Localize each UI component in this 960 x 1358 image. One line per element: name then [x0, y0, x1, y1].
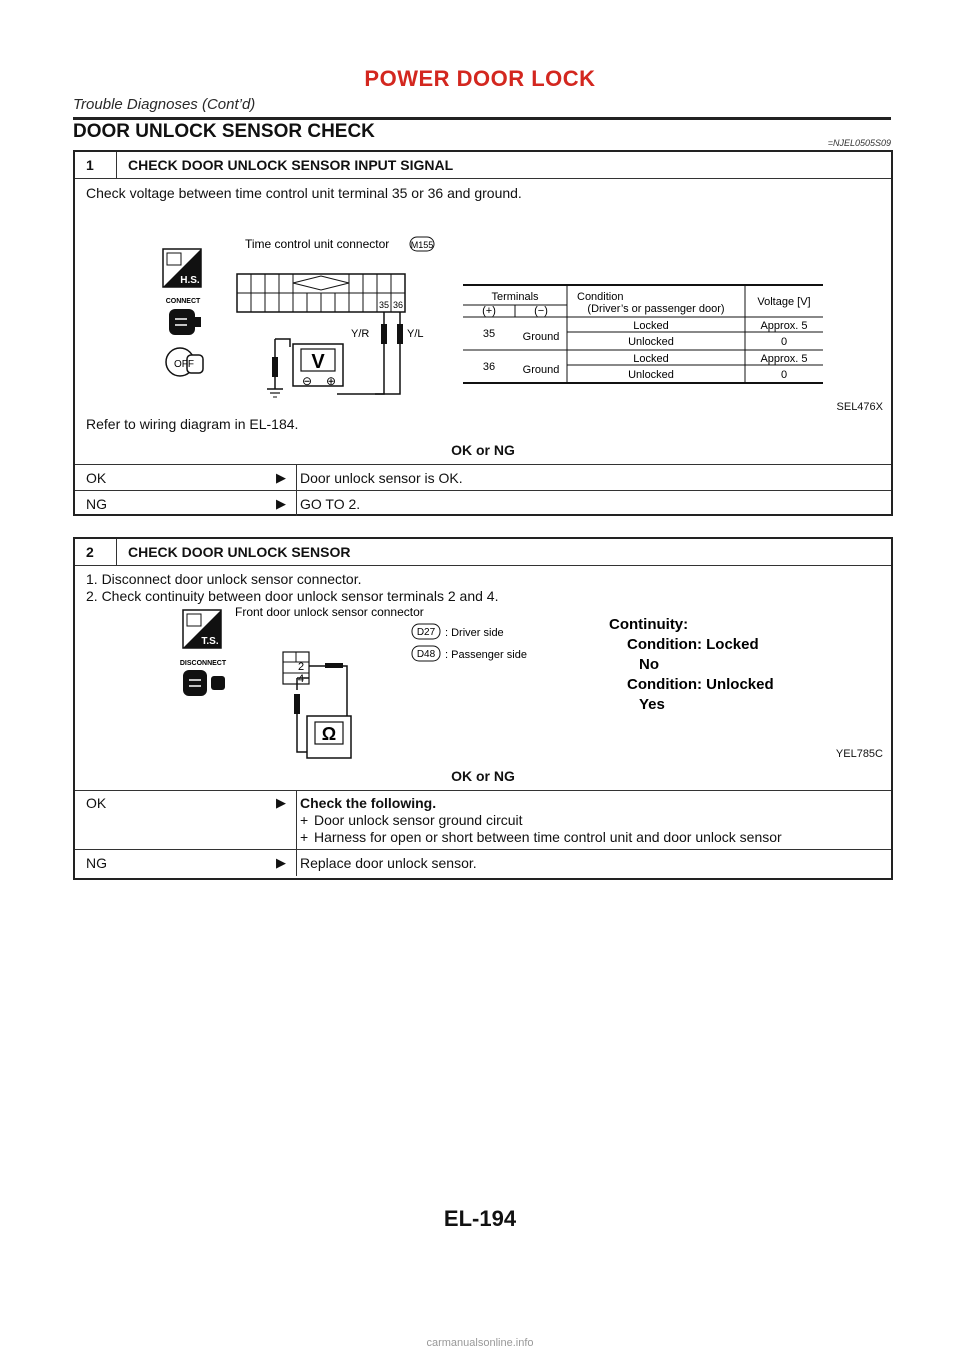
step2-line2: 2. Check continuity between door unlock sensor terminals 2 and 4.: [86, 588, 499, 604]
step2-body: [75, 565, 891, 765]
step2-ng-label: NG: [86, 855, 107, 871]
step2-line1: 1. Disconnect door unlock sensor connector.: [86, 571, 362, 587]
row2-cond-unlocked: Unlocked: [628, 369, 674, 381]
row2-volt-locked: Approx. 5: [760, 353, 808, 365]
step2-ng-arrow-icon: ▶: [276, 855, 286, 870]
row1-cond-unlocked: Unlocked: [628, 336, 674, 348]
disconnect-icon: [180, 660, 227, 696]
step1-title: CHECK DOOR UNLOCK SENSOR INPUT SIGNAL: [128, 157, 454, 173]
step1-ok-arrow-icon: ▶: [276, 469, 286, 485]
step2-ok-arrow-icon: ▶: [276, 795, 286, 810]
step2-number: 2: [75, 539, 117, 565]
step2-okng-title: OK or NG: [451, 768, 515, 784]
value-unlocked: Yes: [639, 696, 665, 713]
passenger-connector-badge: [412, 646, 440, 661]
step2-header: [75, 539, 891, 565]
step1-ok-row: [75, 464, 891, 490]
step1-header: [75, 152, 891, 178]
step1-body: [75, 178, 891, 439]
row1-minus: Ground: [522, 331, 560, 343]
page-subtitle: Trouble Diagnoses (Cont’d): [73, 96, 256, 113]
step2-okng-band: [75, 765, 891, 790]
row1-volt-unlocked: 0: [780, 336, 788, 348]
hs-icon: [163, 249, 201, 287]
disconnect-icon-label: DISCONNECT: [179, 660, 227, 667]
table-header-condition: Condition: [577, 291, 624, 303]
step2-ok-label: OK: [86, 795, 107, 811]
voltmeter: [293, 344, 343, 388]
step1-ok-result: Door unlock sensor is OK.: [300, 469, 463, 486]
tcu-connector-id: M155: [410, 240, 434, 250]
sensor-connector: [283, 652, 309, 685]
header-rule: [73, 117, 891, 120]
voltmeter-neg: ⊖: [301, 374, 313, 388]
probe-leads: [267, 312, 424, 397]
value-locked: No: [639, 656, 659, 673]
connect-icon-label: CONNECT: [165, 298, 201, 305]
ohmmeter: [307, 716, 351, 758]
step2-ok-item-1: + Door unlock sensor ground circuit: [300, 812, 523, 828]
ignition-off-label: OFF: [174, 359, 194, 370]
step1-ok-label: OK: [86, 469, 107, 486]
wire-yr-label: Y/R: [351, 328, 370, 340]
passenger-connector-id: D48: [416, 649, 436, 660]
bullet-icon: +: [300, 812, 309, 828]
step1-figure-caption: SEL476X: [836, 401, 883, 413]
row2-plus: 36: [482, 361, 496, 373]
passenger-side-label: : Passenger side: [445, 649, 527, 661]
step1-ng-arrow-icon: ▶: [276, 495, 286, 511]
step2-ok-row: [75, 790, 891, 849]
tcu-connector-id-badge: [410, 237, 434, 251]
ts-icon: [183, 610, 221, 648]
table-header-voltage: Voltage [V]: [757, 296, 811, 308]
step1-ng-result: GO TO 2.: [300, 495, 361, 512]
row2-cond-locked: Locked: [633, 353, 669, 365]
continuity-spec: [609, 616, 774, 713]
page-number: EL-194: [443, 1206, 517, 1231]
ignition-key-icon: [166, 348, 203, 376]
step1-instruction: Check voltage between time control unit terminal 35 or 36 and ground.: [86, 185, 522, 201]
wire-yl-label: Y/L: [407, 328, 424, 340]
pin-2-label: 2: [297, 661, 305, 673]
bullet-icon: +: [300, 829, 309, 845]
table-header-plus: (+): [482, 305, 496, 317]
step2-title: CHECK DOOR UNLOCK SENSOR: [128, 544, 351, 560]
step2-ng-result: Replace door unlock sensor.: [300, 855, 477, 871]
sensor-connector-label: Front door unlock sensor connector: [235, 605, 424, 619]
pin-36-label: 36: [392, 300, 404, 310]
step2-ok-head: Check the following.: [300, 795, 437, 811]
table-header-condition-sub: (Driver’s or passenger door): [587, 303, 725, 315]
step2-ng-row: [75, 849, 891, 876]
tcu-connector-label: Time control unit connector: [245, 237, 390, 251]
table-header-minus: (−): [534, 305, 548, 317]
step2-ok-content: [297, 791, 782, 849]
continuity-heading: Continuity:: [609, 616, 689, 633]
watermark: carmanualsonline.info: [426, 1337, 534, 1349]
step1-okng-band: [75, 439, 891, 464]
row1-plus: 35: [482, 328, 496, 340]
step1-ng-row: [75, 490, 891, 516]
connect-icon: [166, 298, 201, 335]
terminal-voltage-table: [463, 285, 823, 383]
step1-okng-title: OK or NG: [451, 442, 515, 458]
row2-volt-unlocked: 0: [780, 369, 788, 381]
step1-number: 1: [75, 152, 117, 178]
row2-minus: Ground: [522, 364, 560, 376]
voltmeter-symbol: V: [311, 351, 325, 373]
pin-35-label: 35: [378, 300, 390, 310]
row1-cond-locked: Locked: [633, 320, 669, 332]
row1-volt-locked: Approx. 5: [760, 320, 808, 332]
step1-figure: [75, 179, 891, 439]
section-title: DOOR UNLOCK SENSOR CHECK: [73, 121, 375, 142]
driver-side-label: : Driver side: [445, 627, 504, 639]
ohmmeter-symbol: Ω: [321, 724, 337, 744]
driver-connector-badge: [412, 624, 440, 639]
voltmeter-pos: ⊕: [325, 374, 337, 388]
step1-box: [73, 150, 893, 516]
section-ref: =NJEL0505S09: [827, 138, 891, 148]
tcu-connector: [237, 274, 405, 312]
pin-4-label: 4: [297, 673, 305, 685]
step1-ng-label: NG: [86, 495, 107, 512]
condition-unlocked: Condition: Unlocked: [627, 676, 774, 693]
driver-connector-id: D27: [416, 627, 436, 638]
step2-ok-item-2: + Harness for open or short between time control unit and door unlock sensor: [300, 829, 782, 845]
step2-box: [73, 537, 893, 880]
page-title: POWER DOOR LOCK: [364, 66, 596, 91]
step1-note: Refer to wiring diagram in EL-184.: [86, 416, 299, 432]
step2-figure-caption: YEL785C: [835, 748, 883, 760]
condition-locked: Condition: Locked: [627, 636, 759, 653]
table-header-terminals: Terminals: [491, 291, 539, 303]
ts-icon-label: T.S.: [201, 636, 219, 647]
hs-icon-label: H.S.: [180, 275, 200, 286]
step2-figure: [75, 566, 891, 765]
